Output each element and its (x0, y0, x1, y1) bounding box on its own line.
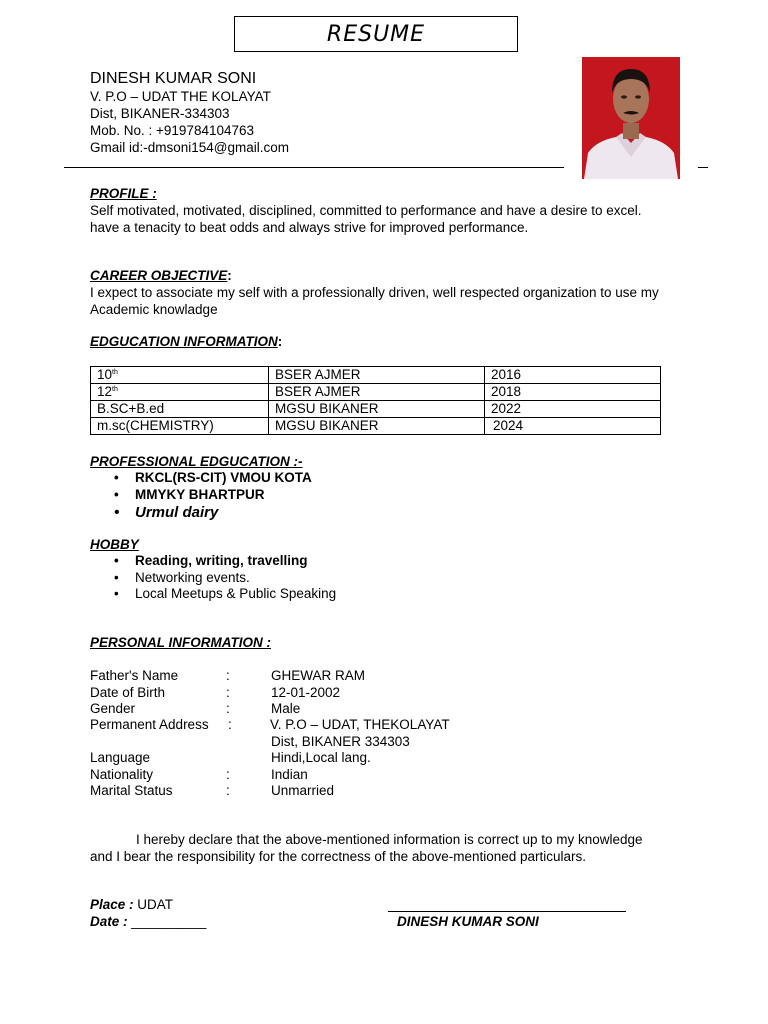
edu-course: m.sc(CHEMISTRY) (97, 418, 214, 433)
field-colon: : (226, 767, 230, 782)
education-heading-colon: : (277, 334, 283, 349)
field-colon: : (226, 668, 230, 683)
contact-block (90, 69, 289, 156)
resume-title: RESUME (234, 16, 518, 52)
professional-section (90, 453, 312, 522)
personal-heading: PERSONAL INFORMATION : (90, 635, 271, 650)
table-row (91, 384, 661, 401)
field-colon: : (226, 701, 230, 716)
field-value: Male (271, 701, 301, 716)
table-row (91, 418, 661, 435)
edu-board: BSER AJMER (269, 384, 485, 401)
field-value: Hindi,Local lang. (271, 750, 371, 765)
edu-course: 12 (97, 384, 113, 399)
edu-course-cell (91, 367, 269, 384)
table-row (91, 367, 661, 384)
edu-course-sup: th (112, 386, 118, 393)
edu-course-sup: th (112, 369, 118, 376)
list-item: • Urmul dairy (90, 503, 312, 522)
hobby-heading: HOBBY (90, 537, 139, 552)
field-value: Unmarried (271, 783, 335, 798)
edu-board: MGSU BIKANER (269, 401, 485, 418)
header-divider-tail (698, 167, 708, 168)
field-label: Language (90, 750, 151, 765)
header-divider (64, 167, 564, 168)
list-item: • MMYKY BHARTPUR (90, 487, 312, 504)
place-line (90, 896, 173, 913)
field-colon: : (226, 685, 230, 700)
person-photo-icon (582, 57, 680, 179)
email-address: Gmail id:-dmsoni154@gmail.com (90, 140, 290, 155)
career-heading (90, 267, 659, 284)
education-heading-text: EDGUCATION INFORMATION (90, 334, 278, 349)
field-value: Dist, BIKANER 334303 (271, 734, 410, 749)
edu-course-cell (91, 418, 269, 435)
career-text-2: Academic knowladge (90, 302, 218, 317)
education-table (90, 366, 661, 435)
edu-board: MGSU BIKANER (269, 418, 485, 435)
mobile-number: Mob. No. : +919784104763 (90, 123, 255, 138)
declaration-line-2: and I bear the responsibility for the correctness of the above-mentioned particulars. (90, 849, 587, 864)
edu-board: BSER AJMER (269, 367, 485, 384)
edu-year: 2016 (485, 367, 661, 384)
signature-line (388, 911, 626, 912)
field-label: Permanent Address (90, 717, 209, 732)
profile-text-2: have a tenacity to beat odds and always strive for improved performance. (90, 220, 529, 235)
field-value: Indian (271, 767, 308, 782)
date-line (90, 913, 206, 930)
edu-course-cell (91, 384, 269, 401)
field-value: GHEWAR RAM (271, 668, 365, 683)
signature-name: DINESH KUMAR SONI (397, 914, 539, 929)
career-heading-colon: : (227, 268, 232, 283)
edu-course: 10 (97, 367, 113, 382)
field-label: Gender (90, 701, 136, 716)
edu-year: 2022 (485, 401, 661, 418)
field-label: Father's Name (90, 668, 179, 683)
address-line-1: V. P.O – UDAT THE KOLAYAT (90, 89, 271, 104)
address-line-2: Dist, BIKANER-334303 (90, 106, 230, 121)
list-item: • Local Meetups & Public Speaking (90, 586, 336, 603)
field-label: Marital Status (90, 783, 173, 798)
edu-year: 2018 (485, 384, 661, 401)
profile-photo (582, 57, 680, 179)
career-text-1: I expect to associate my self with a professionally driven, well respected organization to use my (90, 285, 659, 300)
list-item: • RKCL(RS-CIT) VMOU KOTA (90, 470, 312, 487)
list-item: • Networking events. (90, 570, 336, 587)
field-value: 12-01-2002 (271, 685, 341, 700)
edu-course-cell (91, 401, 269, 418)
hobby-list (0, 553, 336, 603)
date-blank: __________ (131, 914, 207, 929)
field-label: Nationality (90, 767, 154, 782)
field-value: V. P.O – UDAT, THEKOLAYAT (270, 717, 450, 732)
edu-year: 2024 (485, 418, 661, 435)
declaration-line-1: I hereby declare that the above-mentioned information is correct up to my knowledge (136, 832, 643, 847)
table-row (91, 401, 661, 418)
professional-list (0, 470, 312, 522)
list-item: • Reading, writing, travelling (90, 553, 336, 570)
edu-course: B.SC+B.ed (97, 401, 165, 416)
place-value: UDAT (137, 897, 174, 912)
career-heading-text: CAREER OBJECTIVE (90, 268, 228, 283)
education-heading (90, 333, 282, 350)
date-label: Date : (90, 914, 128, 929)
profile-section (90, 185, 642, 236)
field-label: Date of Birth (90, 685, 166, 700)
field-colon: : (228, 717, 232, 732)
place-label: Place : (90, 897, 134, 912)
candidate-name: DINESH KUMAR SONI (90, 70, 257, 87)
hobby-section (90, 536, 336, 603)
field-colon: : (226, 783, 230, 798)
career-section (90, 267, 659, 318)
profile-heading: PROFILE : (90, 186, 157, 201)
professional-heading: PROFESSIONAL EDGUCATION :- (90, 454, 303, 469)
profile-text-1: Self motivated, motivated, disciplined, committed to performance and have a desire to excel. (90, 203, 642, 218)
